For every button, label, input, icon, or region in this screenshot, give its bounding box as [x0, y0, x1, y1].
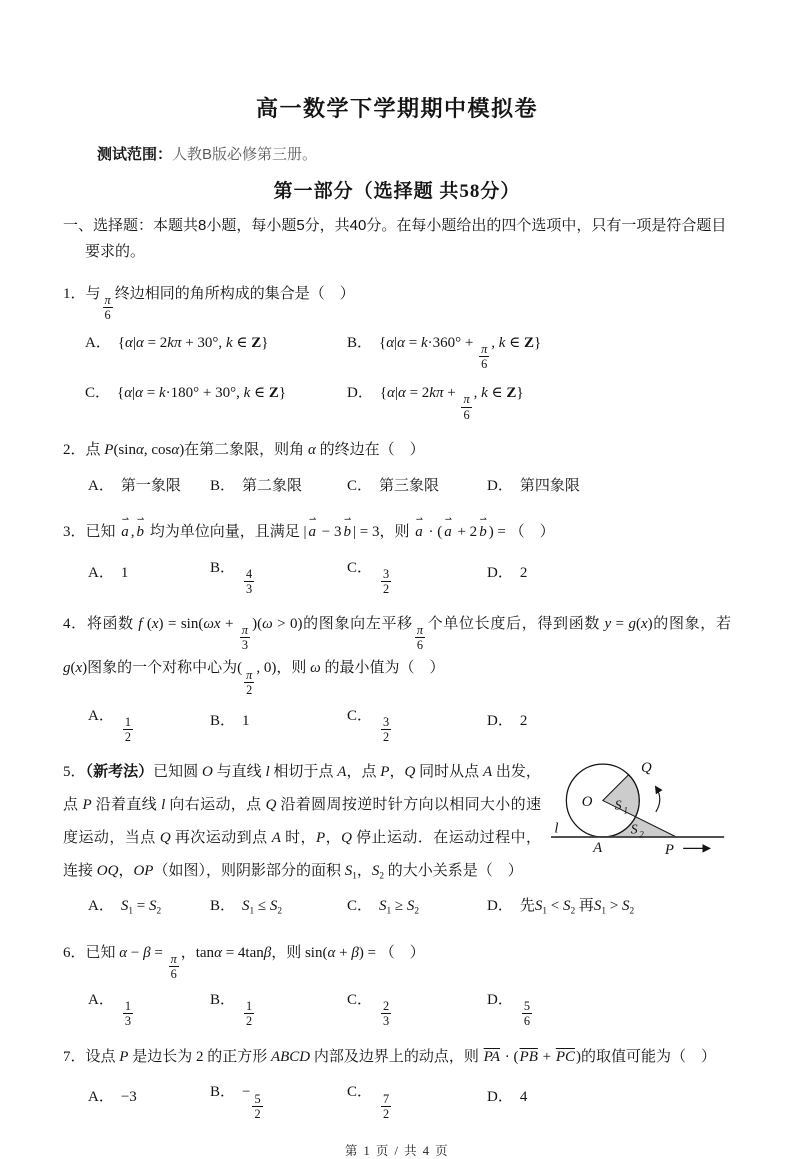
option-A — [88, 555, 210, 591]
option-content: 第一象限 — [120, 477, 181, 494]
option-D — [487, 982, 731, 1028]
question-3 — [63, 516, 731, 596]
option-D — [487, 468, 731, 504]
option-content: $\frac{1}{2}$ — [124, 715, 131, 745]
option-content: 第四象限 — [519, 477, 580, 494]
option-label: B． — [210, 477, 236, 494]
option-content: $S_1 \ge S_2$ — [379, 898, 420, 918]
option-A — [88, 888, 210, 924]
option-D — [487, 888, 731, 924]
option-B — [210, 468, 347, 504]
question-1-stem: 1．与 $\frac{\pi}{6}$ 终边相同的角所构成的集合是（ ） — [63, 285, 355, 322]
option-label: B． — [210, 992, 236, 1009]
option-label: D． — [487, 477, 513, 494]
option-label: D． — [487, 564, 513, 581]
question-5-options — [63, 888, 731, 924]
option-content: 2 — [519, 564, 528, 581]
option-D — [487, 1079, 731, 1115]
label-l: l — [554, 820, 559, 837]
question-3-stem: 3．已知 a ⇀ , b ⇀ 均为单位向量，且满足 | a ⇀ − 3 b ⇀ | = 3，则 a ⇀ · ( a ⇀ + 2 b ⇀ ) = （ ） — [63, 516, 731, 549]
option-label: A． — [85, 334, 111, 351]
option-label: C． — [347, 992, 373, 1009]
section-instructions: 一、选择题：本题共8小题，每小题5分，共40分。在每小题给出的四个选项中，只有一项是符合题目要求的。 — [63, 217, 727, 261]
question-7 — [63, 1041, 731, 1121]
option-C — [347, 468, 487, 504]
option-label: C． — [347, 477, 373, 494]
question-5-stem: 5．（新考法）已知圆 O 与直线 l 相切于点 A，点 P，Q 同时从点 A 出发，点 P 沿着直线 l 向右运动，点 Q 沿着圆周按逆时针方向以相同大小的速度运动，当点 Q 再次运动到点 A 时，P，Q 停止运动．在运动过程中，连接 OQ，OP（如图），则阴影部分的面积 $S_1$，$S_2$ 的大小关系是（ ） — [63, 764, 541, 882]
option-A — [88, 1079, 210, 1115]
option-content: 1 — [242, 712, 250, 729]
option-B — [210, 550, 347, 596]
option-content: $\frac{3}{2}$ — [383, 715, 390, 745]
option-content: {α|α = k·180° + 30°, k ∈ Z} — [117, 385, 287, 402]
question-4-stem: 4．将函数 f (x) = sin(ωx + $\frac{\pi}{3}$ )(ω > 0)的图象向左平移 $\frac{\pi}{6}$ 个单位长度后，得到函数 y = g(x)的图象，若 g(x)图象的一个对称中心为( $\frac{\pi}{2}$ , 0)，则 ω 的最小值为（ ） — [63, 616, 731, 697]
option-content: −3 — [120, 1089, 137, 1106]
scope-text: 人教B版必修第三册。 — [172, 146, 318, 163]
question-2-options — [63, 468, 731, 504]
option-B — [210, 888, 347, 924]
option-B — [210, 982, 347, 1028]
option-content: $\frac{1}{3}$ — [124, 999, 131, 1029]
label-P: P — [664, 842, 674, 859]
question-2 — [63, 434, 731, 504]
page-title: 高一数学下学期期中模拟卷 — [255, 96, 538, 121]
option-C — [85, 373, 347, 421]
option-label: D． — [487, 1089, 513, 1106]
question-3-options — [63, 550, 731, 596]
option-D — [487, 555, 731, 591]
option-label: D． — [487, 898, 513, 915]
option-label: D． — [347, 385, 373, 402]
option-content: {α|α = 2kπ + $\frac{\pi}{6}$ , k ∈ Z} — [379, 385, 524, 422]
option-A — [85, 323, 347, 371]
option-B — [210, 1074, 347, 1120]
option-content: $S_1 \le S_2$ — [242, 898, 283, 918]
option-C — [347, 982, 487, 1028]
option-content: 先$S_1 < S_2$ 再$S_1 > S_2$ — [519, 898, 635, 918]
label-S1-sub: 1 — [623, 805, 628, 816]
rotation-direction-arrow — [656, 787, 660, 812]
option-content: $\frac{2}{3}$ — [383, 999, 390, 1029]
option-content: $\frac{7}{2}$ — [383, 1091, 390, 1121]
option-A — [88, 468, 210, 504]
option-content: 第二象限 — [242, 477, 303, 494]
circle-tangent-diagram — [551, 756, 731, 861]
label-A: A — [593, 840, 603, 857]
option-content: − $\frac{5}{2}$ — [242, 1084, 261, 1121]
option-label: B． — [347, 334, 373, 351]
label-S2: S — [630, 821, 638, 837]
question-7-options — [63, 1074, 731, 1120]
option-label: B． — [210, 559, 236, 576]
option-label: D． — [487, 712, 513, 729]
option-content: $S_1 = S_2$ — [120, 898, 162, 918]
option-content: $\frac{3}{2}$ — [383, 566, 390, 596]
question-6 — [63, 937, 731, 1029]
question-1-options — [63, 323, 731, 422]
option-C — [347, 698, 487, 744]
option-label: C． — [347, 1084, 373, 1101]
question-2-stem: 2．点 P(sinα, cosα)在第二象限，则角 α 的终边在（ ） — [63, 441, 425, 458]
option-A — [88, 982, 210, 1028]
option-content: 2 — [519, 712, 528, 729]
question-5 — [63, 756, 731, 924]
question-4-options — [63, 698, 731, 744]
question-6-stem: 6．已知 α − β = $\frac{\pi}{6}$ ，tanα = 4tanβ，则 sin(α + β) = （ ） — [63, 944, 425, 982]
option-D — [487, 703, 731, 739]
scope-label: 测试范围： — [97, 146, 173, 163]
option-content: {α|α = 2kπ + 30°, k ∈ Z} — [117, 334, 269, 351]
option-label: C． — [347, 898, 373, 915]
option-label: A． — [88, 707, 114, 724]
scope-line — [63, 143, 731, 164]
option-label: C． — [347, 707, 373, 724]
option-content: 第三象限 — [379, 477, 440, 494]
option-content: $\frac{4}{3}$ — [246, 566, 253, 596]
option-B — [347, 323, 731, 371]
question-7-stem: 7．设点 P 是边长为 2 的正方形 ABCD 内部及边界上的动点，则 $\overline{PA} \cdot (\overline{PB} + \overline{PC})$的取值可能为（ ） — [63, 1048, 717, 1065]
option-label: A． — [88, 477, 114, 494]
label-S2-sub: 2 — [639, 829, 644, 840]
option-content: {α|α = k·360° + $\frac{\pi}{6}$ , k ∈ Z} — [379, 334, 542, 372]
option-C — [347, 1074, 487, 1120]
option-label: B． — [210, 712, 236, 729]
option-label: B． — [210, 898, 236, 915]
option-label: A． — [88, 564, 114, 581]
option-C — [347, 550, 487, 596]
question-6-options — [63, 982, 731, 1028]
label-O: O — [581, 794, 593, 811]
section-heading: 第一部分（选择题 共58分） — [273, 181, 521, 202]
option-label: C． — [85, 385, 111, 402]
question-5-figure — [551, 756, 731, 865]
question-1 — [63, 278, 731, 422]
question-4 — [63, 608, 731, 744]
option-content: $\frac{1}{2}$ — [246, 999, 253, 1029]
option-content: 4 — [519, 1089, 528, 1106]
option-label: B． — [210, 1084, 236, 1101]
option-content: 1 — [120, 564, 129, 581]
option-label: D． — [487, 992, 513, 1009]
option-label: A． — [88, 1089, 114, 1106]
page-footer: 第 1 页 / 共 4 页 — [344, 1143, 450, 1158]
option-label: C． — [347, 559, 373, 576]
label-S1: S — [614, 797, 622, 813]
option-label: A． — [88, 992, 114, 1009]
option-D — [347, 373, 731, 421]
option-A — [88, 698, 210, 744]
label-Q: Q — [641, 760, 652, 777]
option-label: A． — [88, 898, 114, 915]
option-content: $\frac{5}{6}$ — [523, 999, 530, 1029]
option-C — [347, 888, 487, 924]
option-B — [210, 703, 347, 739]
